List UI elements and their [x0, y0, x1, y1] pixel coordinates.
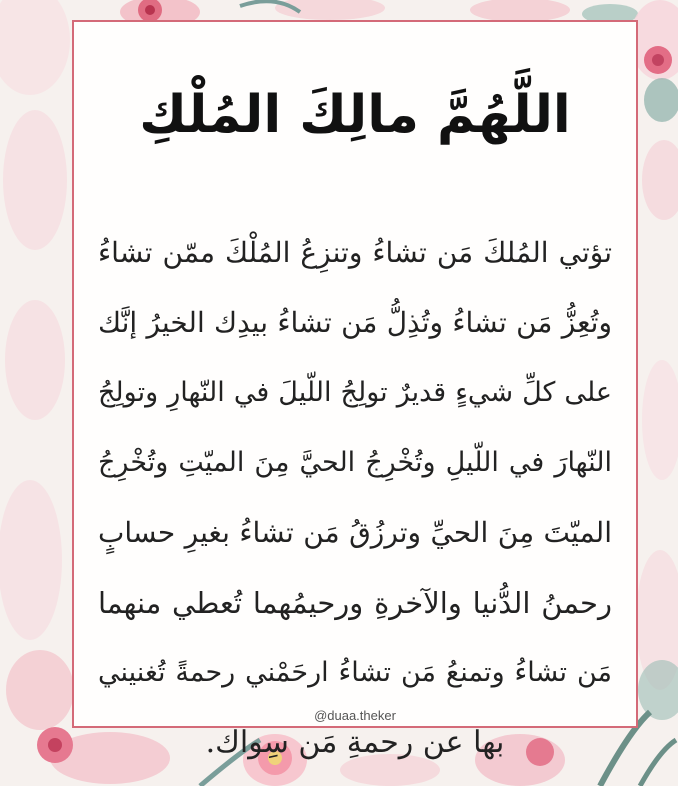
- text-line-2: وتُعِزُّ مَن تشاءُ وتُذِلُّ مَن تشاءُ بيدِك الخيرُ إنَّك: [98, 306, 612, 339]
- text-line-5: الميّتَ مِنَ الحيِّ وترزُقُ مَن تشاءُ بغيرِ حسابٍ: [98, 516, 612, 549]
- supplication-text: [98, 218, 612, 778]
- text-line-8: بها عن رحمةِ مَن سِواك.: [205, 725, 505, 760]
- text-line-6: رحمنُ الدُّنيا والآخرةِ ورحيمُهما تُعطي منهما: [98, 586, 612, 620]
- page-title: اللَّهُمَّ مالِكَ المُلْكِ: [139, 85, 571, 145]
- text-line-4: النّهارَ في اللّيلِ وتُخْرِجُ الحيَّ مِنَ الميّتِ وتُخْرِجُ: [98, 447, 612, 478]
- text-card: [72, 20, 638, 760]
- account-handle: @duaa.theker: [314, 708, 396, 723]
- text-line-1: تؤتي المُلكَ مَن تشاءُ وتنزِعُ المُلْكَ ممّن تشاءُ: [98, 236, 612, 269]
- text-line-3: على كلِّ شيءٍ قديرٌ تولِجُ اللّيلَ في النّهارِ وتولِجُ: [98, 377, 612, 408]
- text-line-7: مَن تشاءُ وتمنعُ مَن تشاءُ ارحَمْني رحمةً تُغنيني: [98, 657, 612, 688]
